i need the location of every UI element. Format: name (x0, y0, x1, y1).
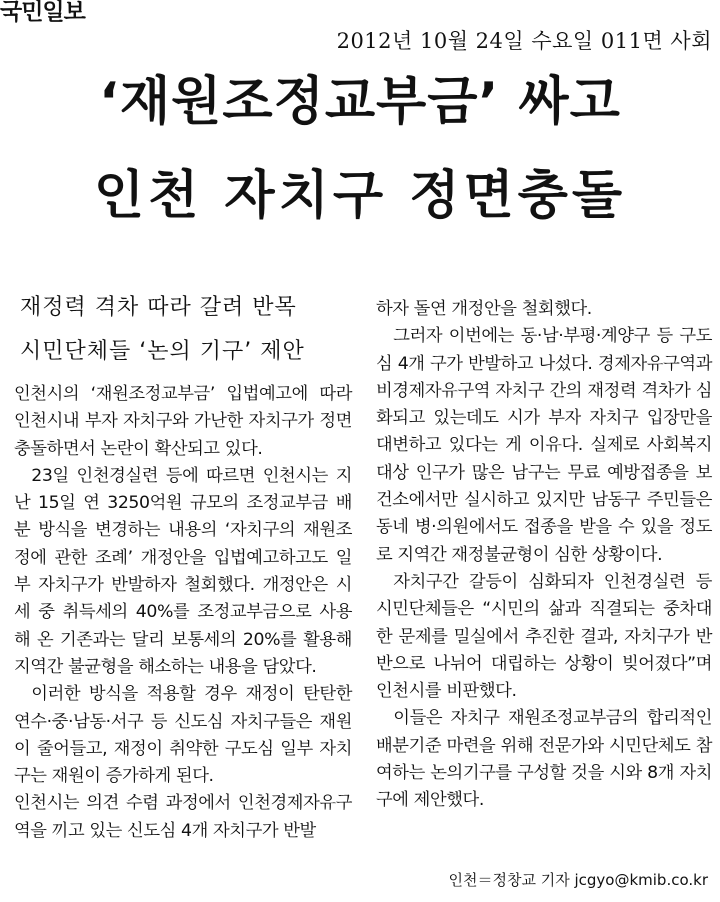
newspaper-name: 국민일보 (0, 0, 85, 25)
article-paragraph: 그러자 이번에는 동·남·부평·계양구 등 구도심 4개 구가 반발하고 나섰다. 경제자유구역과 비경제자유구역 자치구 간의 재정력 격차가 심화되고 있는데도 시가 부자 자치구 입장만을 대변하고 있다는 게 이유다. 실제로 사회복지 대상 인구가 많은 남구는 무료 예방접종을 보건소에서만 실시하고 있지만 남동구 주민들은 동네 병·의원에서도 접종을 받을 수 있을 정도로 지역간 재정불균형이 심한 상황이다. (376, 326, 712, 565)
article-paragraph: 인천시는 의견 수렴 과정에서 인천경제자유구역을 끼고 있는 신도심 4개 자치구가 반발 (14, 793, 352, 841)
byline: 인천＝정창교 기자 jcgyo@kmib.co.kr (448, 871, 708, 889)
article-paragraph: 하자 돌연 개정안을 철회했다. (376, 299, 592, 319)
article-paragraph: 이들은 자치구 재원조정교부금의 합리적인 배분기준 마련을 위해 전문가와 시민단체도 참여하는 논의기구를 구성할 것을 시와 8개 자치구에 제안했다. (376, 708, 712, 811)
article-column-left (14, 381, 352, 845)
article-paragraph: 이러한 방식을 적용할 경우 재정이 탄탄한 연수·중·남동·서구 등 신도심 자치구들은 재원이 줄어들고, 재정이 취약한 구도심 일부 자치구는 재원이 증가하게 된다. (14, 684, 352, 787)
article-paragraph: 23일 인천경실련 등에 따르면 인천시는 지난 15일 연 3250억원 규모의 조정교부금 배분 방식을 변경하는 내용의 ‘자치구의 재원조정에 관한 조례’ 개정안을 입법예고하고도 일부 자치구가 반발하자 철회했다. 개정안은 시세 중 취득세의 40%를 조정교부금으로 사용해 온 기존과는 달리 보통세의 20%를 활용해 지역간 불균형을 해소하는 내용을 담았다. (14, 465, 352, 677)
subheadline-line-2: 시민단체들 ‘논의 기구’ 제안 (20, 339, 305, 364)
article-paragraph: 인천시의 ‘재원조정교부금’ 입법예고에 따라 인천시내 부자 자치구와 가난한 자치구가 정면충돌하면서 논란이 확산되고 있다. (14, 384, 352, 459)
subheadline-line-1: 재정력 격차 따라 갈려 반목 (20, 295, 297, 320)
headline-line-1: ‘재원조정교부금’ 싸고 (99, 72, 621, 132)
headline-line-2: 인천 자치구 정면충돌 (93, 166, 627, 226)
article-paragraph: 자치구간 갈등이 심화되자 인천경실련 등 시민단체들은 “시민의 삶과 직결되는 중차대한 문제를 밀실에서 추진한 결과, 자치구가 반반으로 나뉘어 대립하는 상황이 빚어졌다”며 인천시를 비판했다. (376, 571, 712, 702)
article-column-right (376, 296, 712, 815)
dateline: 2012년 10월 24일 수요일 011면 사회 (336, 29, 712, 53)
masthead (0, 0, 720, 58)
